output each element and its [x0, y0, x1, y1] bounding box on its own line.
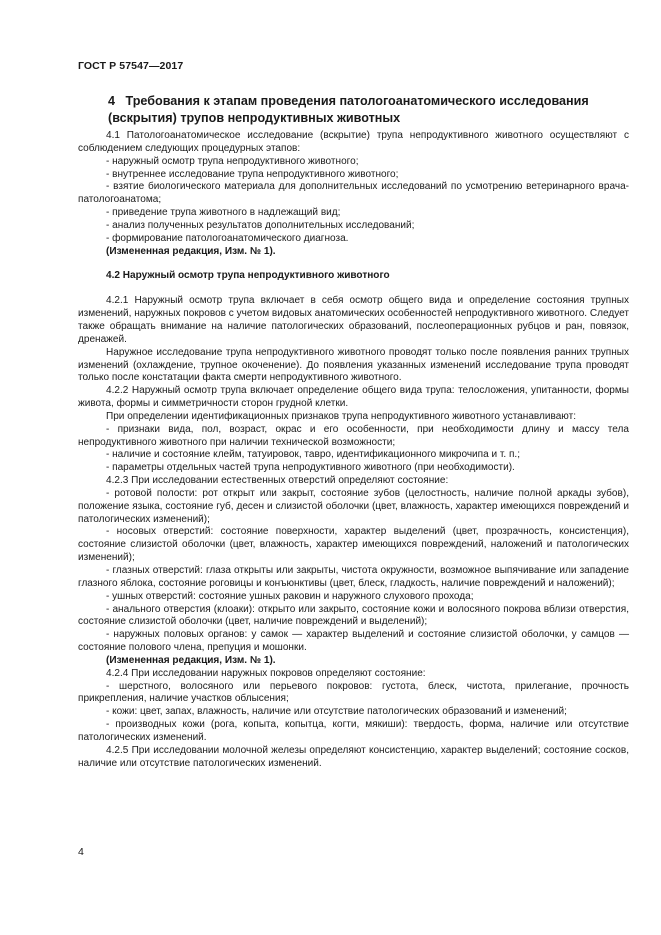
page-number: 4: [78, 846, 84, 858]
section-number: 4: [108, 94, 116, 108]
paragraph-4-2-2: 4.2.2 Наружный осмотр трупа включает определение общего вида трупа: телосложения, упитанности, формы живота, формы и симметричности сторон грудной клетки.: [78, 385, 629, 410]
list-item: - шерстного, волосяного или перьевого покровов: густота, блеск, чистота, прилегание, прочность прикрепления, наличие участков облысения;: [78, 680, 629, 705]
list-item: - наружных половых органов: у самок — характер выделений и состояние слизистой оболочки, у самцов — состояние полового члена, препуция и мошонки.: [78, 629, 629, 654]
list-item: - ротовой полости: рот открыт или закрыт, состояние зубов (целостность, наличие полной аркады зубов), положение языка, состояние губ, десен и слизистой оболочки (цвет, влажность, характер имеющихся повреждений и патологических изменений);: [78, 487, 629, 525]
list-item: - носовых отверстий: состояние поверхности, характер выделений (цвет, прозрачность, консистенция), состояние слизистой оболочки (цвет, влажность, характер имеющихся повреждений, наложений и патологических изменений);: [78, 526, 629, 564]
list-item: - анализ полученных результатов дополнительных исследований;: [106, 219, 415, 231]
list-item: - формирование патологоанатомического диагноза.: [106, 232, 349, 244]
paragraph-4-2-5: 4.2.5 При исследовании молочной железы определяют консистенцию, характер выделений; состояние сосков, наличие или отсутствие патологических изменений.: [78, 744, 629, 769]
document-code-header: ГОСТ Р 57547—2017: [78, 60, 184, 72]
paragraph-4-2-1: 4.2.1 Наружный осмотр трупа включает в себя осмотр общего вида и определение состояния трупных изменений, наружных покровов с учетом видовых анатомических особенностей непродуктивного животного. Следует также обращать внимание на наличие патологических образований, послеоперационных рубцов и ран, повязок, дренажей.: [78, 295, 629, 345]
paragraph: При определении идентификационных признаков трупа непродуктивного животного устанавливают:: [106, 410, 577, 422]
list-item: - признаки вида, пол, возраст, окрас и его особенности, при необходимости длину и массу тела непродуктивного животного при наличии технической возможности;: [78, 423, 629, 448]
amendment-note: (Измененная редакция, Изм. № 1).: [106, 245, 276, 257]
list-item: - параметры отдельных частей трупа непродуктивного животного (при необходимости).: [106, 462, 515, 474]
section-title: [108, 93, 628, 126]
paragraph-4-2-3: 4.2.3 При исследовании естественных отверстий определяют состояние:: [106, 475, 449, 487]
list-item: - глазных отверстий: глаза открыты или закрыты, чистота окружности, возможное выпячивание или западение глазного яблока, состояние роговицы и конъюнктивы (цвет, блеск, гладкость, наличие повреждений и наложений);: [78, 565, 629, 589]
paragraph-4-2-4: 4.2.4 При исследовании наружных покровов определяют состояние:: [106, 667, 426, 679]
document-body: [78, 130, 629, 771]
subsection-title-4-2: 4.2 Наружный осмотр трупа непродуктивного животного: [106, 270, 390, 282]
list-item: - наружный осмотр трупа непродуктивного животного;: [106, 155, 359, 167]
amendment-note: (Измененная редакция, Изм. № 1).: [106, 654, 276, 666]
paragraph-4-1: 4.1 Патологоанатомическое исследование (вскрытие) трупа непродуктивного животного осуществляют с соблюдением следующих процедурных этапов:: [78, 130, 629, 154]
list-item: - приведение трупа животного в надлежащий вид;: [106, 207, 341, 219]
section-title-text: Требования к этапам проведения патологоанатомического исследования (вскрытия) трупов непродуктивных животных: [108, 94, 589, 125]
list-item: - производных кожи (рога, копыта, копытца, когти, мякиши): твердость, форма, наличие или отсутствие патологических изменений.: [78, 719, 629, 743]
list-item: - наличие и состояние клейм, татуировок, тавро, идентификационного микрочипа и т. п.;: [106, 449, 520, 461]
list-item: - взятие биологического материала для дополнительных исследований по усмотрению ветеринарного врача-патологоанатома;: [78, 181, 629, 206]
paragraph: Наружное исследование трупа непродуктивного животного проводят только после появления ранних трупных изменений (охлаждение, трупное окоченение). До появления указанных изменений исследование трупа проводят только после констатации факта смерти непродуктивного животного.: [78, 346, 629, 384]
list-item: - анального отверстия (клоаки): открыто или закрыто, состояние кожи и волосяного покрова вблизи отверстия, состояние слизистой оболочки (цвет, наличие повреждений и выделений);: [78, 603, 629, 628]
list-item: - ушных отверстий: состояние ушных раковин и наружного слухового прохода;: [106, 590, 474, 602]
list-item: - внутреннее исследование трупа непродуктивного животного;: [106, 168, 399, 180]
list-item: - кожи: цвет, запах, влажность, наличие или отсутствие патологических образований и изменений;: [106, 706, 567, 718]
